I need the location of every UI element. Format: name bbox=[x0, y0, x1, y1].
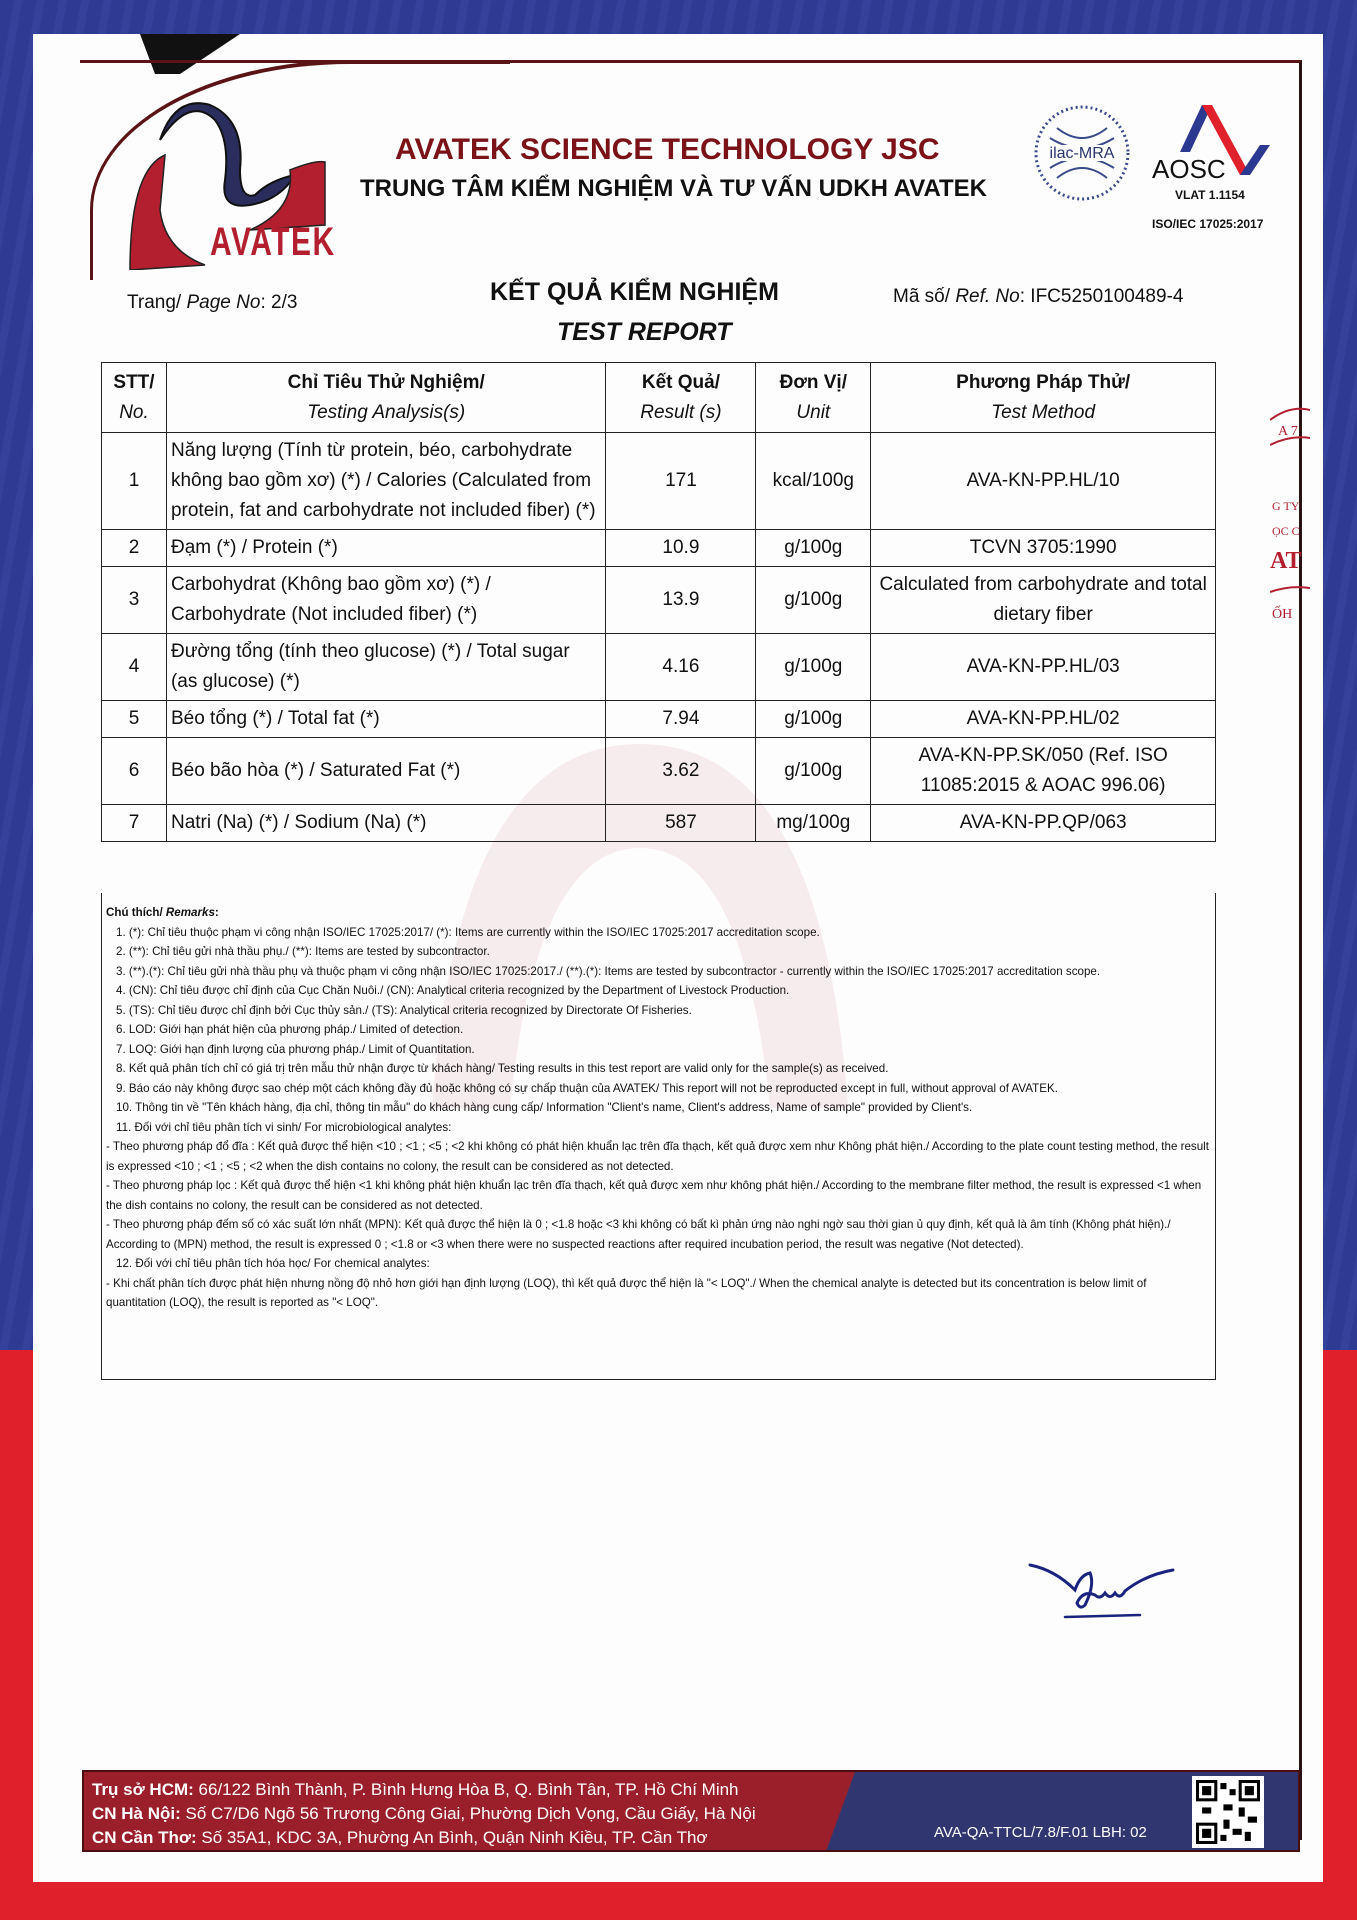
cell-no: 4 bbox=[102, 634, 167, 701]
remark-item: 5. (TS): Chỉ tiêu được chỉ định bởi Cục thủy sản./ (TS): Analytical criteria recognized by Directorate Of Fisheries. bbox=[116, 1003, 692, 1017]
qr-code-icon[interactable] bbox=[1192, 1776, 1264, 1848]
remark-subitem: - Theo phương pháp đếm số có xác suất lớn nhất (MPN): Kết quả được thể hiện là 0 ; <1.8 hoặc <3 khi không có bất kì phản ứng nào nghi ngờ sau thời gian ủ quy định, kết quả là âm tính (Không phát hiện)./ According to (MPN) method, the result is expressed 0 ; <1.8 or <3 when there were no suspected reactions after required incubation period, the result was negative (Not detected). bbox=[106, 1218, 1171, 1251]
remark-item: 2. (**): Chỉ tiêu gửi nhà thầu phụ./ (**): Items are tested by subcontractor. bbox=[116, 945, 490, 958]
cell-analysis: Năng lượng (Tính từ protein, béo, carbohydrate không bao gồm xơ) (*) / Calories (Calculated from protein, fat and carbohydrate not included fiber) (*) bbox=[166, 433, 606, 530]
remark-item: 10. Thông tin về "Tên khách hàng, địa chỉ, thông tin mẫu" do khách hàng cung cấp/ Information "Client's name, Client's address, Name of sample" provided by Client's. bbox=[116, 1101, 973, 1114]
test-results-table bbox=[101, 362, 1216, 842]
table-row bbox=[102, 701, 1216, 738]
svg-text:G TY: G TY bbox=[1272, 499, 1300, 513]
cell-method: TCVN 3705:1990 bbox=[871, 530, 1216, 567]
cell-analysis: Đường tổng (tính theo glucose) (*) / Total sugar (as glucose) (*) bbox=[166, 634, 606, 701]
cell-method: AVA-KN-PP.QP/063 bbox=[871, 805, 1216, 842]
cell-unit: g/100g bbox=[756, 567, 871, 634]
footer-addresses bbox=[92, 1778, 756, 1850]
remark-item: 6. LOD: Giới hạn phát hiện của phương pháp./ Limited of detection. bbox=[116, 1023, 464, 1036]
header-analysis: Chỉ Tiêu Thử Nghiệm/ Testing Analysis(s) bbox=[166, 363, 606, 433]
cell-no: 5 bbox=[102, 701, 167, 738]
avatek-logo-text: AVATEK bbox=[210, 220, 336, 264]
cell-analysis: Carbohydrat (Không bao gồm xơ) (*) / Carbohydrate (Not included fiber) (*) bbox=[166, 567, 606, 634]
aosc-iso-standard: ISO/IEC 17025:2017 bbox=[1152, 217, 1264, 231]
remark-subitem: - Khi chất phân tích được phát hiện nhưng nồng độ nhỏ hơn giới hạn định lượng (LOQ), thì kết quả được thể hiện là "< LOQ"./ When the chemical analyte is detected but its concentration is below limit of quantitation (LOQ), the result is reported as "< LOQ". bbox=[106, 1276, 1147, 1309]
ref-label-vn: Mã số/ bbox=[893, 286, 956, 307]
cell-method: AVA-KN-PP.SK/050 (Ref. ISO 11085:2015 & AOAC 996.06) bbox=[871, 738, 1216, 805]
footer-address-bar bbox=[82, 1770, 1300, 1852]
cell-unit: mg/100g bbox=[756, 805, 871, 842]
ilac-mra-logo-icon bbox=[1032, 103, 1132, 203]
cell-analysis: Béo tổng (*) / Total fat (*) bbox=[166, 701, 606, 738]
report-title-en: TEST REPORT bbox=[557, 318, 732, 346]
ilac-label: ilac-MRA bbox=[1049, 145, 1115, 162]
page-number bbox=[127, 292, 297, 314]
remark-item: 9. Báo cáo này không được sao chép một cách không đầy đủ hoặc không có sự chấp thuận của AVATEK/ This report will not be reproducted except in full, without approval of AVATEK. bbox=[116, 1081, 1058, 1095]
cell-unit: g/100g bbox=[756, 530, 871, 567]
cell-analysis: Đạm (*) / Protein (*) bbox=[166, 530, 606, 567]
address-cantho: CN Cần Thơ: Số 35A1, KDC 3A, Phường An Bình, Quận Ninh Kiều, TP. Cần Thơ bbox=[92, 1828, 708, 1847]
svg-text:ỌC C: ỌC C bbox=[1272, 524, 1300, 538]
signature-icon bbox=[1025, 1555, 1175, 1625]
remark-item: 11. Đối với chỉ tiêu phân tích vi sinh/ For microbiological analytes: bbox=[116, 1120, 452, 1134]
remark-item: 8. Kết quả phân tích chỉ có giá trị trên mẫu thử nhận được từ khách hàng/ Testing results in this test report are valid only for the sample(s) as received. bbox=[116, 1062, 889, 1075]
page-label-vn: Trang/ bbox=[127, 292, 187, 313]
aosc-label: AOSC bbox=[1152, 154, 1226, 184]
cell-unit: g/100g bbox=[756, 634, 871, 701]
table-row bbox=[102, 738, 1216, 805]
cell-result: 7.94 bbox=[606, 701, 756, 738]
cell-result: 171 bbox=[606, 433, 756, 530]
remark-item: 3. (**).(*): Chỉ tiêu gửi nhà thầu phụ và thuộc phạm vi công nhận ISO/IEC 17025:2017./ (**).(*): Items are tested by subcontractor - currently within the ISO/IEC 17025:2017 accreditation scope. bbox=[116, 964, 1101, 978]
table-header-row bbox=[102, 363, 1216, 433]
header-method: Phương Pháp Thử/ Test Method bbox=[871, 363, 1216, 433]
address-hanoi: CN Hà Nội: Số C7/D6 Ngõ 56 Trương Công Giai, Phường Dịch Vọng, Cầu Giấy, Hà Nội bbox=[92, 1804, 756, 1823]
page-value: : 2/3 bbox=[260, 292, 298, 313]
cell-result: 3.62 bbox=[606, 738, 756, 805]
cell-method: AVA-KN-PP.HL/03 bbox=[871, 634, 1216, 701]
cell-method: AVA-KN-PP.HL/02 bbox=[871, 701, 1216, 738]
table-row bbox=[102, 433, 1216, 530]
page-label-en: Page No bbox=[186, 292, 261, 313]
header-result: Kết Quả/ Result (s) bbox=[606, 363, 756, 433]
report-title-vn: KẾT QUẢ KIỂM NGHIỆM bbox=[490, 278, 779, 306]
ref-value: : IFC5250100489-4 bbox=[1019, 286, 1184, 307]
table-row bbox=[102, 634, 1216, 701]
svg-text:A 7: A 7 bbox=[1278, 424, 1298, 439]
table-row bbox=[102, 530, 1216, 567]
aosc-logo-icon bbox=[1150, 100, 1275, 190]
remark-subitem: - Theo phương pháp đổ đĩa : Kết quả được thể hiện <10 ; <1 ; <5 ; <2 khi không có phát hiện khuẩn lạc trên đĩa thạch, kết quả được xem như Không phát hiện./ According to the plate count testing method, the result is expressed <10 ; <1 ; <5 ; <2 when the dish contains no colony, the result can be considered as not detected. bbox=[106, 1140, 1209, 1173]
cell-method: AVA-KN-PP.HL/10 bbox=[871, 433, 1216, 530]
company-name: AVATEK SCIENCE TECHNOLOGY JSC bbox=[395, 133, 940, 166]
remarks-section bbox=[101, 893, 1216, 1380]
aosc-vlat: VLAT 1.1154 bbox=[1175, 188, 1245, 202]
cell-no: 1 bbox=[102, 433, 167, 530]
ref-label-en: Ref. No bbox=[955, 286, 1020, 307]
remarks-title: Chú thích/ Remarks: bbox=[106, 906, 219, 919]
cell-no: 7 bbox=[102, 805, 167, 842]
cell-result: 4.16 bbox=[606, 634, 756, 701]
cell-no: 6 bbox=[102, 738, 167, 805]
cell-no: 2 bbox=[102, 530, 167, 567]
cell-no: 3 bbox=[102, 567, 167, 634]
address-hcm: Trụ sở HCM: 66/122 Bình Thành, P. Bình Hưng Hòa B, Q. Bình Tân, TP. Hồ Chí Minh bbox=[92, 1780, 739, 1799]
cell-result: 10.9 bbox=[606, 530, 756, 567]
company-subtitle: TRUNG TÂM KIỂM NGHIỆM VÀ TƯ VẤN UDKH AVATEK bbox=[360, 175, 987, 202]
table-row bbox=[102, 567, 1216, 634]
remark-item: 4. (CN): Chỉ tiêu được chỉ định của Cục Chăn Nuôi./ (CN): Analytical criteria recognized by the Department of Livestock Production. bbox=[116, 984, 790, 997]
svg-text:ỐH: ỐH bbox=[1272, 607, 1293, 622]
form-code: AVA-QA-TTCL/7.8/F.01 LBH: 02 bbox=[934, 1824, 1147, 1841]
cell-analysis: Béo bão hòa (*) / Saturated Fat (*) bbox=[166, 738, 606, 805]
cell-result: 587 bbox=[606, 805, 756, 842]
cell-unit: kcal/100g bbox=[756, 433, 871, 530]
remark-subitem: - Theo phương pháp lọc : Kết quả được thể hiện <1 khi không phát hiện khuẩn lạc trên đĩa thạch, kết quả được xem như không phát hiện./ According to the membrane filter method, the result is expressed <1 when the dish contains no colony, the result can be considered as not detected. bbox=[106, 1179, 1202, 1212]
header-no: STT/ No. bbox=[102, 363, 167, 433]
remark-item: 7. LOQ: Giới hạn định lượng của phương pháp./ Limit of Quantitation. bbox=[116, 1042, 475, 1056]
remark-item: 12. Đối với chỉ tiêu phân tích hóa học/ For chemical analytes: bbox=[116, 1257, 430, 1270]
cell-analysis: Natri (Na) (*) / Sodium (Na) (*) bbox=[166, 805, 606, 842]
remark-item: 1. (*): Chỉ tiêu thuộc phạm vi công nhận ISO/IEC 17025:2017/ (*): Items are currently within the ISO/IEC 17025:2017 accreditation scope. bbox=[116, 925, 820, 939]
table-row bbox=[102, 805, 1216, 842]
header-unit: Đơn Vị/ Unit bbox=[756, 363, 871, 433]
reference-number bbox=[893, 286, 1183, 308]
svg-text:AT: AT bbox=[1270, 548, 1302, 574]
cell-method: Calculated from carbohydrate and total dietary fiber bbox=[871, 567, 1216, 634]
cell-unit: g/100g bbox=[756, 738, 871, 805]
cell-unit: g/100g bbox=[756, 701, 871, 738]
cell-result: 13.9 bbox=[606, 567, 756, 634]
company-stamp-icon bbox=[1270, 400, 1310, 630]
